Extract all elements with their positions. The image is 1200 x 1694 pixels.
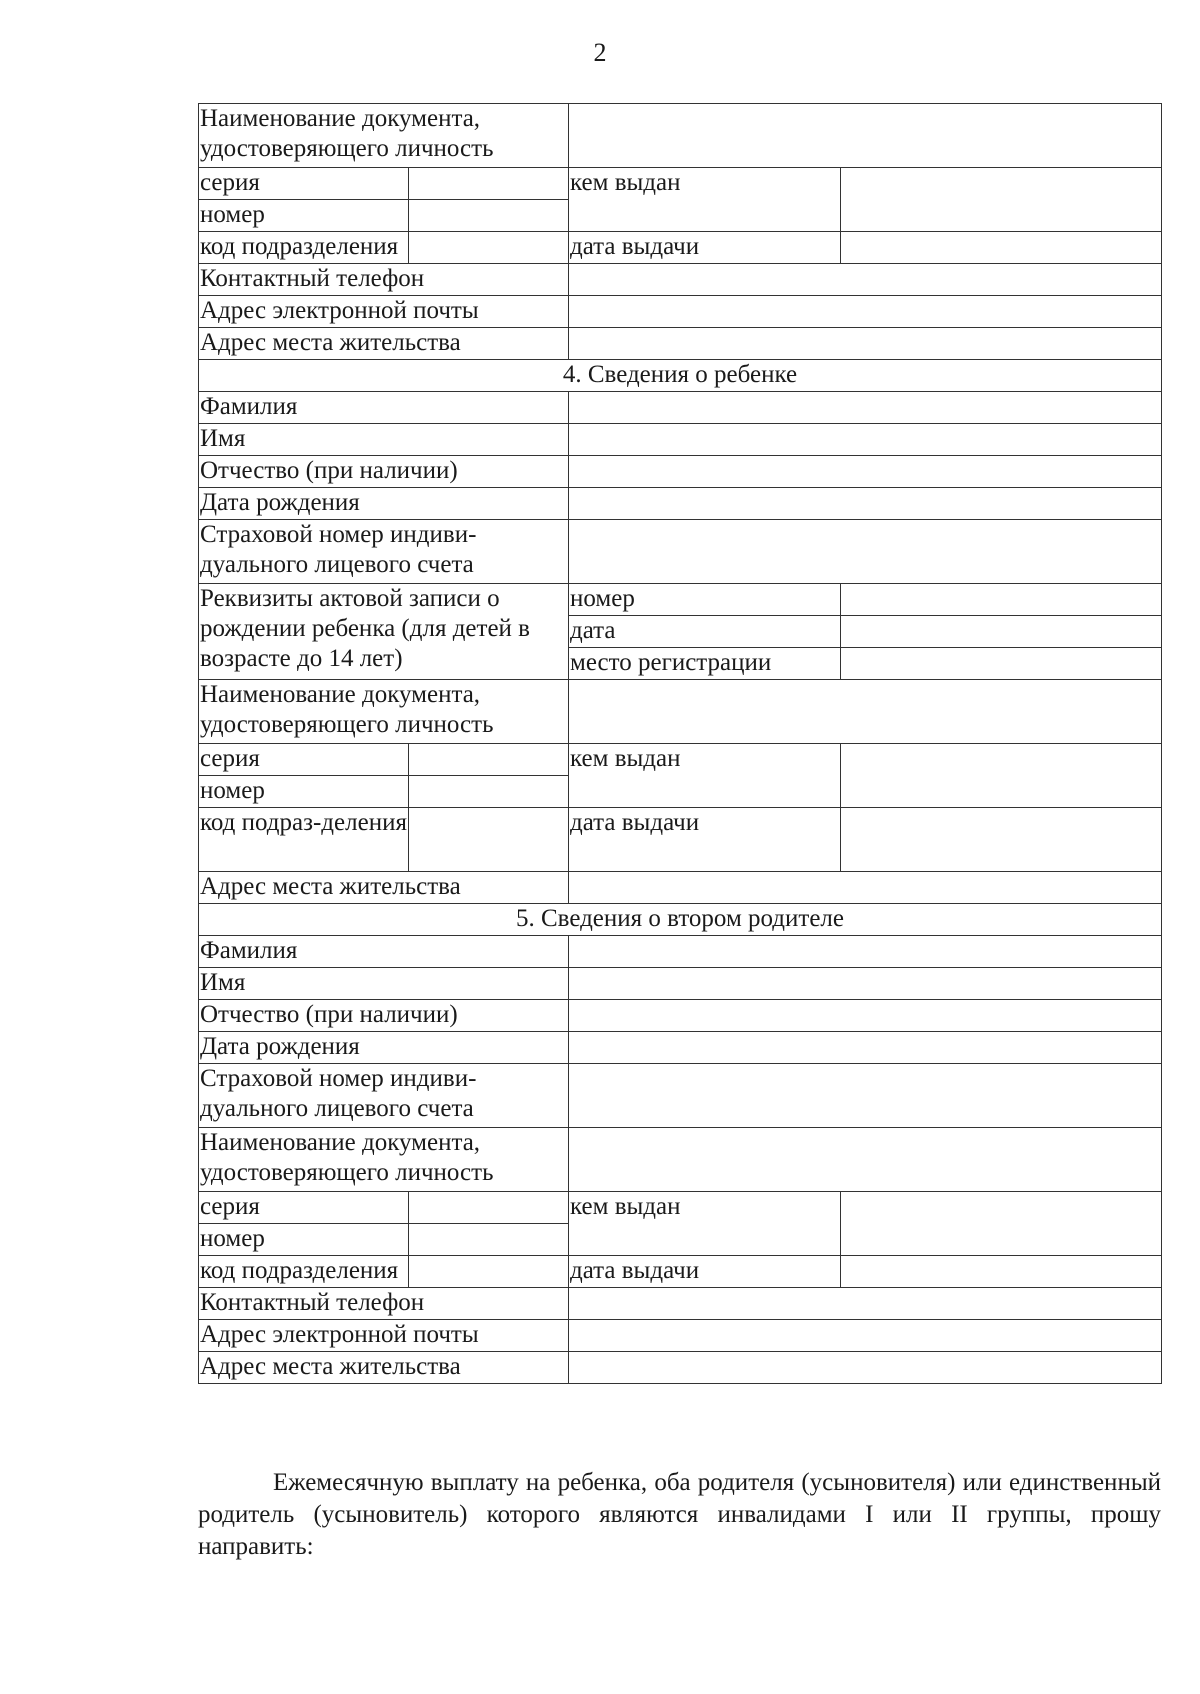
second-parent-address-field[interactable] — [569, 1352, 1162, 1384]
parent-number-field[interactable] — [409, 200, 569, 232]
parent-phone-label: Контактный телефон — [199, 264, 569, 296]
child-record-place-label: место регистрации — [569, 648, 841, 680]
second-parent-birth-date-field[interactable] — [569, 1032, 1162, 1064]
child-series-field[interactable] — [409, 744, 569, 776]
second-parent-number-field[interactable] — [409, 1224, 569, 1256]
child-patronymic-field[interactable] — [569, 456, 1162, 488]
parent-issued-by-field[interactable] — [841, 168, 1162, 232]
child-series-label: серия — [199, 744, 409, 776]
second-parent-name-label: Имя — [199, 968, 569, 1000]
child-surname-label: Фамилия — [199, 392, 569, 424]
second-parent-phone-label: Контактный телефон — [199, 1288, 569, 1320]
second-parent-issued-by-field[interactable] — [841, 1192, 1162, 1256]
parent-address-field[interactable] — [569, 328, 1162, 360]
second-parent-issue-date-label: дата выдачи — [569, 1256, 841, 1288]
child-issued-by-field[interactable] — [841, 744, 1162, 808]
parent-address-label: Адрес места жительства — [199, 328, 569, 360]
child-birth-date-label: Дата рождения — [199, 488, 569, 520]
parent-email-field[interactable] — [569, 296, 1162, 328]
second-parent-surname-label: Фамилия — [199, 936, 569, 968]
child-doc-name-field[interactable] — [569, 680, 1162, 744]
child-address-label: Адрес места жительства — [199, 872, 569, 904]
second-parent-address-label: Адрес места жительства — [199, 1352, 569, 1384]
parent-issued-by-label: кем выдан — [569, 168, 841, 232]
parent-division-code-label: код подразделения — [199, 232, 409, 264]
child-surname-field[interactable] — [569, 392, 1162, 424]
second-parent-issue-date-field[interactable] — [841, 1256, 1162, 1288]
child-record-date-field[interactable] — [841, 616, 1162, 648]
second-parent-phone-field[interactable] — [569, 1288, 1162, 1320]
child-snils-field[interactable] — [569, 520, 1162, 584]
child-record-number-field[interactable] — [841, 584, 1162, 616]
second-parent-number-label: номер — [199, 1224, 409, 1256]
second-parent-patronymic-field[interactable] — [569, 1000, 1162, 1032]
parent-issue-date-label: дата выдачи — [569, 232, 841, 264]
child-division-code-label: код подраз-деления — [199, 808, 409, 872]
second-parent-name-field[interactable] — [569, 968, 1162, 1000]
parent-division-code-field[interactable] — [409, 232, 569, 264]
child-section-title: 4. Сведения о ребенке — [199, 360, 1162, 392]
second-parent-email-label: Адрес электронной почты — [199, 1320, 569, 1352]
child-name-field[interactable] — [569, 424, 1162, 456]
second-parent-birth-date-label: Дата рождения — [199, 1032, 569, 1064]
payment-request-paragraph: Ежемесячную выплату на ребенка, оба родителя (усыновителя) или единственный родитель (усыновитель) которого являются инвалидами I или II группы, прошу направить: — [198, 1469, 1161, 1560]
child-issued-by-label: кем выдан — [569, 744, 841, 808]
child-record-date-label: дата — [569, 616, 841, 648]
second-parent-division-code-label: код подразделения — [199, 1256, 409, 1288]
child-issue-date-label: дата выдачи — [569, 808, 841, 872]
second-parent-doc-name-field[interactable] — [569, 1128, 1162, 1192]
child-number-label: номер — [199, 776, 409, 808]
second-parent-section-title: 5. Сведения о втором родителе — [199, 904, 1162, 936]
second-parent-division-code-field[interactable] — [409, 1256, 569, 1288]
parent-doc-name-field[interactable] — [569, 104, 1162, 168]
child-record-place-field[interactable] — [841, 648, 1162, 680]
parent-phone-field[interactable] — [569, 264, 1162, 296]
application-form-table — [198, 103, 1162, 1384]
child-doc-name-label: Наименование документа, удостоверяющего личность — [199, 680, 569, 744]
second-parent-series-field[interactable] — [409, 1192, 569, 1224]
child-birth-date-field[interactable] — [569, 488, 1162, 520]
parent-series-field[interactable] — [409, 168, 569, 200]
child-address-field[interactable] — [569, 872, 1162, 904]
second-parent-surname-field[interactable] — [569, 936, 1162, 968]
child-snils-label: Страховой номер индиви-дуального лицевого счета — [199, 520, 569, 584]
second-parent-snils-field[interactable] — [569, 1064, 1162, 1128]
parent-email-label: Адрес электронной почты — [199, 296, 569, 328]
child-number-field[interactable] — [409, 776, 569, 808]
page-number: 2 — [593, 38, 607, 67]
parent-issue-date-field[interactable] — [841, 232, 1162, 264]
child-birth-record-label: Реквизиты актовой записи о рождении ребенка (для детей в возрасте до 14 лет) — [199, 584, 569, 680]
child-record-number-label: номер — [569, 584, 841, 616]
child-patronymic-label: Отчество (при наличии) — [199, 456, 569, 488]
parent-doc-name-label: Наименование документа, удостоверяющего личность — [199, 104, 569, 168]
parent-number-label: номер — [199, 200, 409, 232]
second-parent-patronymic-label: Отчество (при наличии) — [199, 1000, 569, 1032]
second-parent-series-label: серия — [199, 1192, 409, 1224]
child-division-code-field[interactable] — [409, 808, 569, 872]
second-parent-email-field[interactable] — [569, 1320, 1162, 1352]
second-parent-doc-name-label: Наименование документа, удостоверяющего личность — [199, 1128, 569, 1192]
second-parent-issued-by-label: кем выдан — [569, 1192, 841, 1256]
second-parent-snils-label: Страховой номер индиви-дуального лицевого счета — [199, 1064, 569, 1128]
parent-series-label: серия — [199, 168, 409, 200]
child-name-label: Имя — [199, 424, 569, 456]
child-issue-date-field[interactable] — [841, 808, 1162, 872]
